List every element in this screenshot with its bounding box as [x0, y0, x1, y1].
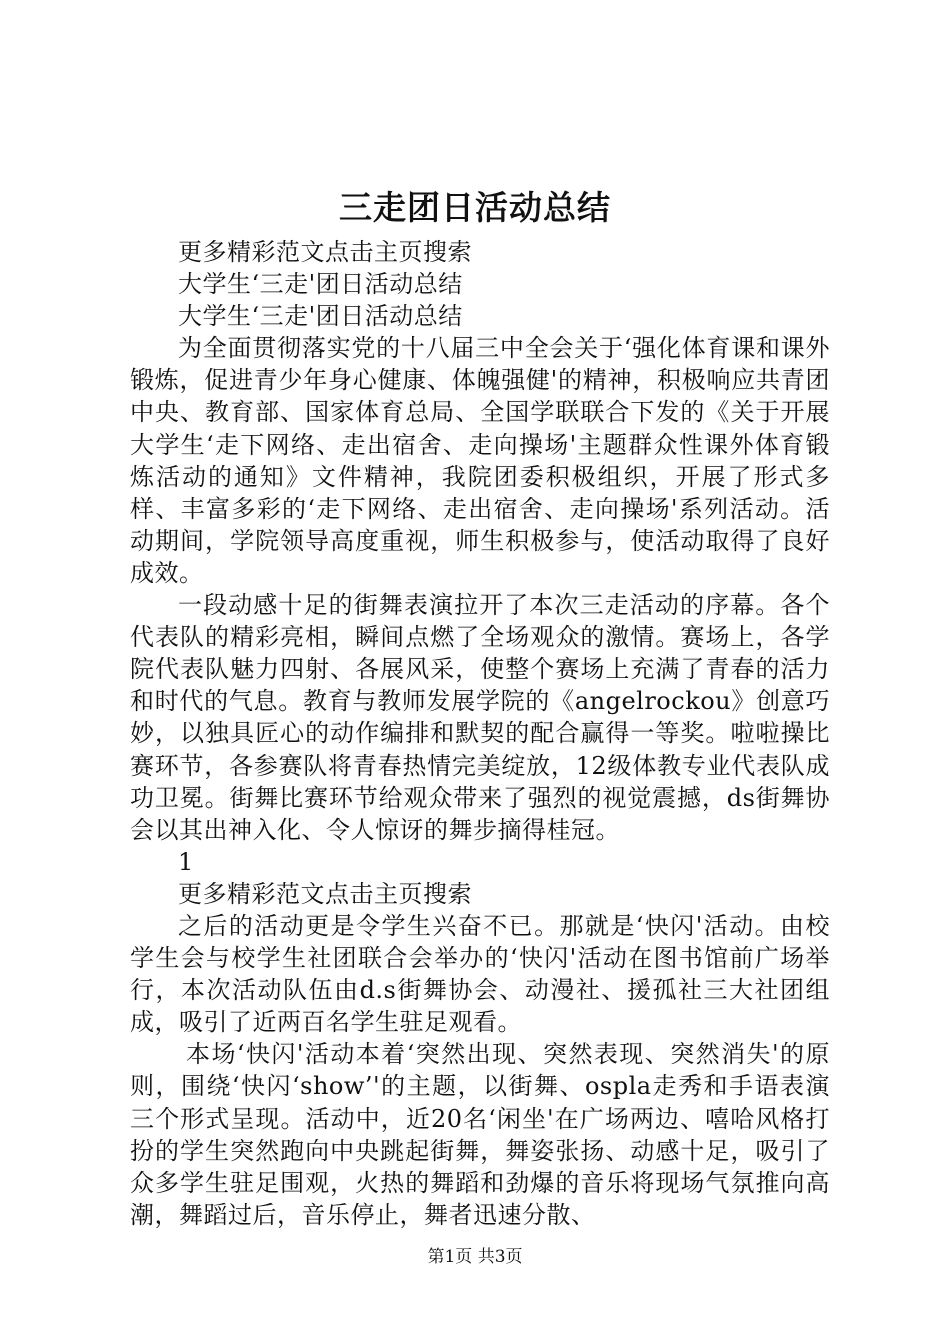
body-paragraph: 之后的活动更是令学生兴奋不已。那就是‘快闪'活动。由校学生会与校学生社团联合会举办的‘快闪'活动在图书馆前广场举行，本次活动队伍由d.s街舞协会、动漫社、援孤社三大社团组成，吸引了近两百名学生驻足观看。	[130, 911, 830, 1037]
body-paragraph: 本场‘快闪'活动本着‘突然出现、突然表现、突然消失'的原则，围绕‘快闪‘show’'的主题，以街舞、ospla走秀和手语表演三个形式呈现。活动中，近20名‘闲坐'在广场两边、嘻哈风格打扮的学生突然跑向中央跳起街舞，舞姿张扬、动感十足，吸引了众多学生驻足围观，火热的舞蹈和劲爆的音乐将现场气氛推向高潮，舞蹈过后，音乐停止，舞者迅速分散、	[130, 1040, 830, 1229]
body-paragraph: 为全面贯彻落实党的十八届三中全会关于‘强化体育课和课外锻炼，促进青少年身心健康、体魄强健'的精神，积极响应共青团中央、教育部、国家体育总局、全国学联联合下发的《关于开展大学生‘走下网络、走出宿舍、走向操场'主题群众性课外体育锻炼活动的通知》文件精神，我院团委积极组织，开展了形式多样、丰富多彩的‘走下网络、走出宿舍、走向操场'系列活动。活动期间，学院领导高度重视，师生积极参与，使活动取得了良好成效。	[130, 334, 830, 587]
subtitle-line: 大学生‘三走'团日活动总结	[178, 302, 463, 331]
page-footer: 第1页 共3页	[427, 1247, 523, 1267]
document-title: 三走团日活动总结	[339, 188, 611, 227]
promo-line: 更多精彩范文点击主页搜索	[178, 879, 472, 908]
body-paragraph: 一段动感十足的街舞表演拉开了本次三走活动的序幕。各个代表队的精彩亮相，瞬间点燃了全场观众的激情。赛场上，各学院代表队魅力四射、各展风采，使整个赛场上充满了青春的活力和时代的气息。教育与教师发展学院的《angelrockou》创意巧妙，以独具匠心的动作编排和默契的配合赢得一等奖。啦啦操比赛环节，各参赛队将青春热情完美绽放，12级体教专业代表队成功卫冕。街舞比赛环节给观众带来了强烈的视觉震撼，ds街舞协会以其出神入化、令人惊讶的舞步摘得桂冠。	[130, 591, 830, 844]
subtitle-line: 大学生‘三走'团日活动总结	[178, 270, 463, 299]
inline-page-number: 1	[178, 847, 194, 876]
promo-line: 更多精彩范文点击主页搜索	[178, 238, 472, 266]
document-body	[130, 236, 830, 1231]
